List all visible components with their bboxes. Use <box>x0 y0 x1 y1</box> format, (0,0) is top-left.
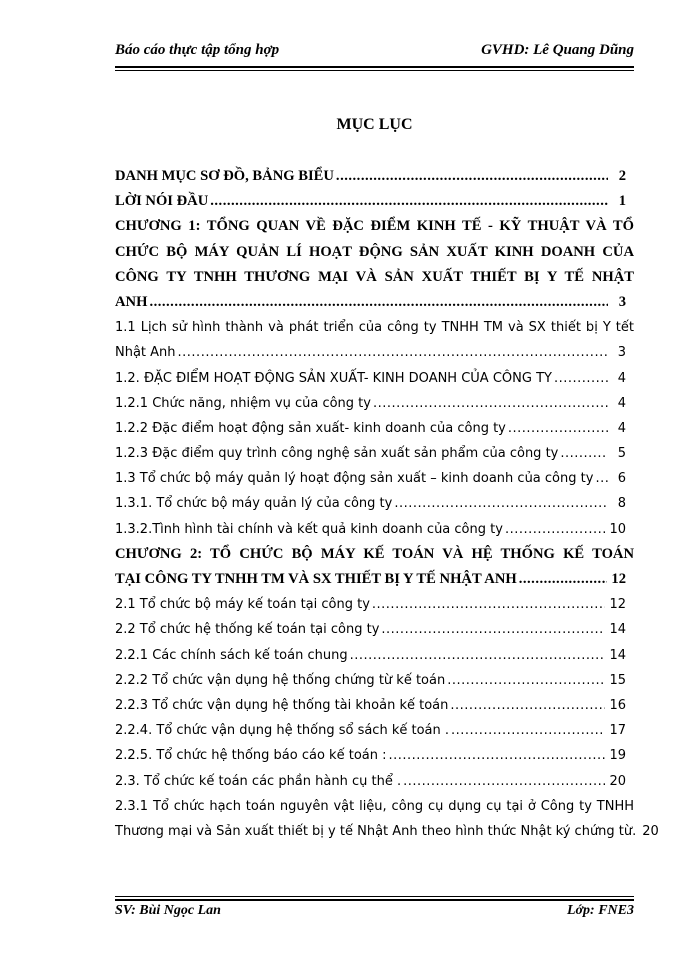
toc-entry-line <box>115 819 659 844</box>
dot-leader <box>595 466 608 491</box>
dot-leader <box>373 391 608 416</box>
toc-entry-line <box>115 290 634 315</box>
toc-entry-line <box>115 668 634 693</box>
toc-entry-line <box>115 718 634 743</box>
toc-entry-line <box>115 466 634 491</box>
dot-leader <box>178 340 608 365</box>
toc-entry-line <box>115 164 634 189</box>
toc-entry[interactable] <box>115 466 634 491</box>
toc-entry[interactable] <box>115 391 634 416</box>
dot-leader <box>336 164 608 189</box>
toc-page-number: 4 <box>617 420 626 436</box>
toc-entry[interactable] <box>115 592 634 617</box>
toc-page-number: 20 <box>642 823 659 839</box>
toc-page-number: 5 <box>617 446 626 462</box>
toc-page-number: 6 <box>617 471 626 487</box>
toc-entry-text: 1.2.1 Chức năng, nhiệm vụ của công ty <box>115 395 371 411</box>
dot-leader <box>381 617 605 642</box>
toc-entry[interactable] <box>115 491 634 516</box>
dot-leader <box>505 517 606 542</box>
toc-entry-text: LỜI NÓI ĐẦU <box>115 193 209 210</box>
toc-entry[interactable] <box>115 743 634 768</box>
toc-entry[interactable] <box>115 643 634 668</box>
dot-leader <box>447 668 605 693</box>
toc-entry[interactable] <box>115 794 659 844</box>
toc-entry-text: 1.2.2 Đặc điểm hoạt động sản xuất- kinh doanh của công ty <box>115 420 506 436</box>
dot-leader <box>372 592 606 617</box>
toc-entry[interactable] <box>115 542 634 592</box>
toc-entry-line <box>115 189 634 214</box>
toc-entry-text: 2.2.4. Tổ chức vận dụng hệ thống sổ sách kế toán . <box>115 723 450 739</box>
toc-page-number: 16 <box>609 697 626 713</box>
toc-entry-line <box>115 391 634 416</box>
header-left: Báo cáo thực tập tổng hợp <box>115 42 280 58</box>
toc-entry-line <box>115 592 634 617</box>
toc-entry-text: 1.3.1. Tổ chức bộ máy quản lý của công ty <box>115 496 393 512</box>
toc-entry-text: Nhật Anh <box>115 345 176 361</box>
toc-entry[interactable] <box>115 366 634 391</box>
toc-entry-text: 2.3.1 Tổ chức hạch toán nguyên vật liệu, công cụ dụng cụ tại ở Công ty TNHH <box>115 798 634 814</box>
toc-entry-text: DANH MỤC SƠ ĐỒ, BẢNG BIỂU <box>115 168 334 184</box>
header-right: GVHD: Lê Quang Dũng <box>481 42 634 58</box>
toc-entry-line <box>115 491 634 516</box>
toc-page-number: 4 <box>617 370 626 386</box>
toc-page-number: 17 <box>609 723 626 739</box>
toc-entry-line <box>115 693 634 718</box>
toc-entry-text: CÔNG TY TNHH THƯƠNG MẠI VÀ SẢN XUẤT THIẾT BỊ Y TẾ NHẬT <box>115 268 634 285</box>
toc-entry-text: 2.3. Tổ chức kế toán các phần hành cụ thể . <box>115 773 402 789</box>
footer-left: SV: Bùi Ngọc Lan <box>115 903 221 918</box>
toc-entry[interactable] <box>115 214 634 315</box>
dot-leader <box>403 769 605 794</box>
dot-leader <box>210 189 608 214</box>
header-rule-thick <box>115 66 634 68</box>
header-rule-thin <box>115 70 634 71</box>
toc-entry[interactable] <box>115 718 634 743</box>
dot-leader <box>451 718 605 743</box>
dot-leader <box>149 290 608 315</box>
toc-entry-text: 1.2.3 Đặc điểm quy trình công nghệ sản xuất sản phẩm của công ty <box>115 446 559 462</box>
toc-page-number: 19 <box>609 748 626 764</box>
toc-page-number: 12 <box>609 597 626 613</box>
toc-entry-text: 1.3 Tổ chức bộ máy quản lý hoạt động sản xuất – kinh doanh của công ty <box>115 471 594 487</box>
toc-entry-text: Thương mại và Sản xuất thiết bị y tế Nhật Anh theo hình thức Nhật ký chứng từ. <box>115 823 637 839</box>
footer-rule-thin <box>115 896 634 897</box>
toc-entry-line <box>115 567 634 592</box>
dot-leader <box>389 743 606 768</box>
toc-page-number: 20 <box>609 773 626 789</box>
dot-leader <box>560 441 608 466</box>
dot-leader <box>350 643 606 668</box>
toc-entry-text: 2.2.1 Các chính sách kế toán chung <box>115 647 348 663</box>
toc-page-number: 4 <box>617 395 626 411</box>
toc-entry-line <box>115 617 634 642</box>
toc-entry-text: 2.2 Tổ chức hệ thống kế toán tại công ty <box>115 622 380 638</box>
toc-entry-text: CHƯƠNG 2: TỔ CHỨC BỘ MÁY KẾ TOÁN VÀ HỆ THỐNG KẾ TOÁN <box>115 545 634 562</box>
toc-page-number: 10 <box>609 521 626 537</box>
dot-leader <box>508 416 608 441</box>
toc-entry-line <box>115 643 634 668</box>
toc-entry-text: 1.1 Lịch sử hình thành và phát triển của công ty TNHH TM và SX thiết bị Y tết <box>115 320 634 336</box>
toc-entry[interactable] <box>115 769 634 794</box>
toc-entry[interactable] <box>115 416 634 441</box>
toc-entry-text: 2.2.5. Tổ chức hệ thống báo cáo kế toán : <box>115 748 387 764</box>
toc-page-number: 2 <box>618 168 626 184</box>
toc-page-number: 3 <box>617 345 626 361</box>
toc-entry[interactable] <box>115 668 634 693</box>
toc-entry-line <box>115 340 634 365</box>
page-footer <box>115 900 634 924</box>
toc-entry-line <box>115 366 634 391</box>
toc-page-number: 1 <box>618 193 626 210</box>
dot-leader <box>519 567 608 592</box>
footer-right: Lớp: FNE3 <box>566 903 634 918</box>
toc-page-number: 3 <box>618 293 626 310</box>
page-header <box>115 38 634 66</box>
toc-entry-line <box>115 416 634 441</box>
toc-entry-line <box>115 769 634 794</box>
toc-entry[interactable] <box>115 693 634 718</box>
dot-leader <box>394 491 608 516</box>
dot-leader <box>554 366 608 391</box>
toc-entry-text: TẠI CÔNG TY TNHH TM VÀ SX THIẾT BỊ Y TẾ NHẬT ANH <box>115 571 517 587</box>
toc-entry-text: ANH <box>115 293 148 310</box>
toc-entry[interactable] <box>115 189 634 214</box>
toc-page-number: 14 <box>609 647 626 663</box>
toc-entry[interactable] <box>115 617 634 642</box>
toc-entry-line <box>115 743 634 768</box>
toc-entry-text: 2.2.3 Tổ chức vận dụng hệ thống tài khoản kế toán <box>115 697 449 713</box>
toc-page-number: 14 <box>609 622 626 638</box>
page-title: MỤC LỤC <box>336 116 413 133</box>
toc-entry-line <box>115 517 634 542</box>
toc-entry[interactable] <box>115 517 634 542</box>
toc-entry-text: 2.2.2 Tổ chức vận dụng hệ thống chứng từ kế toán <box>115 672 446 688</box>
toc-entry-text: 1.3.2.Tình hình tài chính và kết quả kinh doanh của công ty <box>115 521 503 537</box>
toc-page-number: 15 <box>609 672 626 688</box>
toc-page-number: 8 <box>617 496 626 512</box>
toc-entry-text: CHƯƠNG 1: TỔNG QUAN VỀ ĐẶC ĐIỂM KINH TẾ - KỸ THUẬT VÀ TỔ <box>115 218 634 235</box>
toc-entry-text: 1.2. ĐẶC ĐIỂM HOẠT ĐỘNG SẢN XUẤT- KINH DOANH CỦA CÔNG TY <box>115 370 552 386</box>
toc-entry-line <box>115 441 634 466</box>
toc-entry[interactable] <box>115 164 634 189</box>
toc-entry-text: CHỨC BỘ MÁY QUẢN LÍ HOẠT ĐỘNG SẢN XUẤT KINH DOANH CỦA <box>115 243 634 260</box>
toc-page-number: 12 <box>611 571 626 587</box>
table-of-contents <box>115 164 659 844</box>
toc-entry[interactable] <box>115 315 634 365</box>
dot-leader <box>450 693 605 718</box>
toc-entry-text: 2.1 Tổ chức bộ máy kế toán tại công ty <box>115 597 370 613</box>
toc-entry[interactable] <box>115 441 634 466</box>
